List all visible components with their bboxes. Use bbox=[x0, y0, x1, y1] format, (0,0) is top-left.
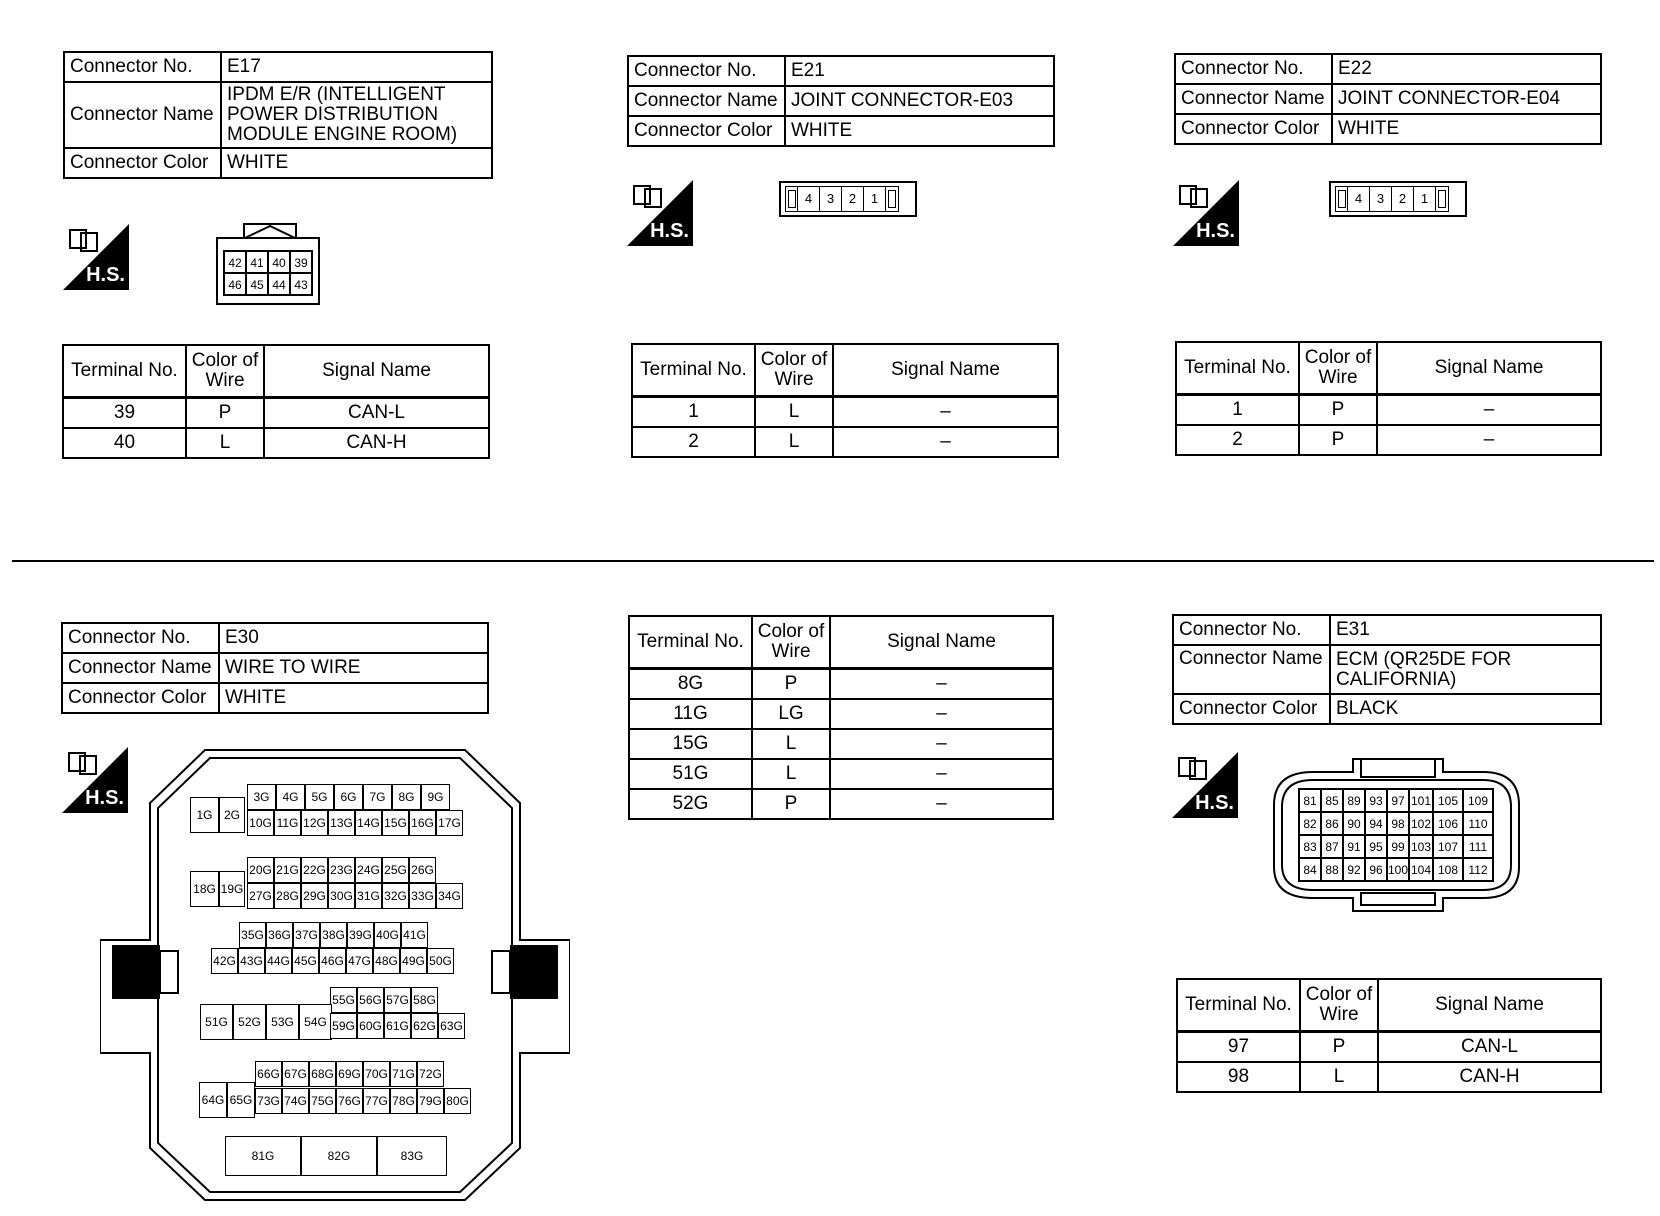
terminal-cell: 6G bbox=[334, 784, 363, 810]
e30-row bbox=[225, 1136, 447, 1176]
terminal-cell: 85 bbox=[1321, 789, 1343, 812]
terminal-cell: 57G bbox=[384, 987, 411, 1013]
terminal-no-header: Terminal No. bbox=[632, 344, 755, 397]
e30-row bbox=[247, 883, 463, 909]
terminal-cell: 75G bbox=[309, 1088, 336, 1114]
terminal-cell: 111 bbox=[1463, 835, 1493, 858]
terminal-cell: 3 bbox=[1370, 187, 1392, 211]
signal-name-header: Signal Name bbox=[1377, 342, 1601, 395]
connector-no-label: Connector No. bbox=[1175, 54, 1332, 84]
terminal-cell: 98 bbox=[1387, 812, 1409, 835]
connector-name-label: Connector Name bbox=[628, 86, 785, 116]
terminal-no: 52G bbox=[629, 789, 752, 819]
terminal-cell: 55G bbox=[330, 987, 357, 1013]
terminal-cell: 89 bbox=[1343, 789, 1365, 812]
connector-no-value: E17 bbox=[221, 52, 492, 82]
wire-color: L bbox=[752, 729, 830, 759]
e30-row bbox=[239, 922, 428, 948]
terminal-cell: 60G bbox=[357, 1013, 384, 1039]
terminal-cell: 59G bbox=[330, 1013, 357, 1039]
terminal-cell: 66G bbox=[255, 1061, 282, 1087]
wire-color: LG bbox=[752, 699, 830, 729]
terminal-cell: 9G bbox=[421, 784, 450, 810]
wire-color: P bbox=[1299, 425, 1377, 455]
terminal-cell: 106 bbox=[1433, 812, 1463, 835]
connector-color-value: WHITE bbox=[221, 148, 492, 178]
connector-name-line: CALIFORNIA) bbox=[1336, 668, 1457, 690]
connector-name-label: Connector Name bbox=[62, 653, 219, 683]
wire-color-header: Color of Wire bbox=[1299, 342, 1377, 395]
connector-no-value: E21 bbox=[785, 56, 1054, 86]
terminal-cell: 45 bbox=[246, 273, 268, 295]
terminal-cell: 19G bbox=[219, 871, 245, 907]
terminal-cell: 88 bbox=[1321, 858, 1343, 881]
terminal-cell: 14G bbox=[355, 810, 382, 836]
wire-color: P bbox=[752, 669, 830, 700]
terminal-cell: 2G bbox=[219, 797, 245, 833]
e17-terminal-table bbox=[62, 344, 490, 459]
e22-info-table bbox=[1174, 53, 1602, 145]
e31-terminal-grid bbox=[1298, 788, 1494, 882]
e22-connector-face bbox=[1329, 181, 1467, 217]
terminal-cell: 43G bbox=[238, 948, 265, 974]
terminal-cell: 78G bbox=[390, 1088, 417, 1114]
terminal-no: 51G bbox=[629, 759, 752, 789]
terminal-cell: 105 bbox=[1433, 789, 1463, 812]
terminal-cell: 112 bbox=[1463, 858, 1493, 881]
terminal-cell: 39 bbox=[290, 251, 312, 273]
terminal-cell: 103 bbox=[1409, 835, 1433, 858]
terminal-cell: 8G bbox=[392, 784, 421, 810]
e30-row bbox=[247, 810, 463, 836]
terminal-cell: 40G bbox=[374, 922, 401, 948]
terminal-cell: 2 bbox=[842, 187, 864, 211]
signal-name: CAN-H bbox=[1378, 1062, 1601, 1092]
hs-label: H.S. bbox=[86, 264, 125, 286]
terminal-cell: 61G bbox=[384, 1013, 411, 1039]
terminal-cell: 69G bbox=[336, 1061, 363, 1087]
hs-label: H.S. bbox=[1196, 220, 1235, 242]
terminal-cell: 94 bbox=[1365, 812, 1387, 835]
terminal-cell: 23G bbox=[328, 857, 355, 883]
e30-row bbox=[247, 784, 450, 810]
e30-row bbox=[200, 1004, 332, 1040]
harness-side-icon bbox=[627, 180, 693, 246]
connector-color-value: WHITE bbox=[785, 116, 1054, 146]
terminal-cell: 54G bbox=[299, 1004, 332, 1040]
terminal-cell: 34G bbox=[436, 883, 463, 909]
terminal-cell: 83 bbox=[1299, 835, 1321, 858]
terminal-cell: 35G bbox=[239, 922, 266, 948]
terminal-cell: 101 bbox=[1409, 789, 1433, 812]
connector-name-line: IPDM E/R (INTELLIGENT bbox=[227, 84, 446, 105]
signal-name-header: Signal Name bbox=[1378, 979, 1601, 1032]
terminal-cell: 48G bbox=[373, 948, 400, 974]
connector-name-line: ECM (QR25DE FOR bbox=[1336, 648, 1512, 670]
terminal-cell: 18G bbox=[190, 871, 219, 907]
connector-name-value: WIRE TO WIRE bbox=[219, 653, 488, 683]
terminal-cell: 50G bbox=[427, 948, 454, 974]
terminal-no: 2 bbox=[632, 427, 755, 457]
connector-no-value: E22 bbox=[1332, 54, 1601, 84]
terminal-cell: 42 bbox=[224, 251, 246, 273]
connector-name-line: MODULE ENGINE ROOM) bbox=[227, 124, 458, 145]
e31-terminal-table bbox=[1176, 978, 1602, 1093]
terminal-cell: 27G bbox=[247, 883, 274, 909]
terminal-cell: 71G bbox=[390, 1061, 417, 1087]
terminal-cell: 82 bbox=[1299, 812, 1321, 835]
terminal-no: 8G bbox=[629, 669, 752, 700]
terminal-cell: 28G bbox=[274, 883, 301, 909]
terminal-cell: 33G bbox=[409, 883, 436, 909]
terminal-cell: 40 bbox=[268, 251, 290, 273]
terminal-cell: 41 bbox=[246, 251, 268, 273]
e30-row bbox=[247, 857, 436, 883]
terminal-cell: 46 bbox=[224, 273, 246, 295]
terminal-cell: 12G bbox=[301, 810, 328, 836]
connector-name-label: Connector Name bbox=[64, 82, 221, 148]
terminal-cell: 63G bbox=[438, 1013, 465, 1039]
connector-no-label: Connector No. bbox=[64, 52, 221, 82]
terminal-cell: 52G bbox=[233, 1004, 266, 1040]
terminal-cell: 62G bbox=[411, 1013, 438, 1039]
terminal-cell: 65G bbox=[227, 1082, 255, 1118]
terminal-cell: 80G bbox=[444, 1088, 471, 1114]
wire-color: L bbox=[755, 397, 833, 428]
connector-glyph-icon bbox=[1177, 183, 1207, 207]
terminal-cell: 44G bbox=[265, 948, 292, 974]
terminal-no: 98 bbox=[1177, 1062, 1300, 1092]
signal-name: CAN-L bbox=[264, 398, 489, 429]
signal-name: – bbox=[1377, 395, 1601, 426]
terminal-cell: 4 bbox=[1348, 187, 1370, 211]
wire-color: L bbox=[186, 428, 264, 458]
terminal-cell: 44 bbox=[268, 273, 290, 295]
terminal-cell: 95 bbox=[1365, 835, 1387, 858]
terminal-cell: 108 bbox=[1433, 858, 1463, 881]
terminal-cell: 36G bbox=[266, 922, 293, 948]
connector-color-value: WHITE bbox=[1332, 114, 1601, 144]
terminal-cell: 64G bbox=[199, 1082, 227, 1118]
e30-row bbox=[255, 1088, 471, 1114]
terminal-cell: 47G bbox=[346, 948, 373, 974]
terminal-cell: 56G bbox=[357, 987, 384, 1013]
terminal-cell: 99 bbox=[1387, 835, 1409, 858]
connector-color-label: Connector Color bbox=[628, 116, 785, 146]
connector-no-label: Connector No. bbox=[1173, 615, 1330, 645]
e21-info-table bbox=[627, 55, 1055, 147]
terminal-cell: 77G bbox=[363, 1088, 390, 1114]
terminal-cell: 58G bbox=[411, 987, 438, 1013]
e30-row bbox=[330, 1013, 465, 1039]
connector-no-label: Connector No. bbox=[628, 56, 785, 86]
terminal-cell: 67G bbox=[282, 1061, 309, 1087]
terminal-no-header: Terminal No. bbox=[629, 616, 752, 669]
e30-row bbox=[255, 1061, 444, 1087]
terminal-no: 1 bbox=[1176, 395, 1299, 426]
terminal-cell: 42G bbox=[211, 948, 238, 974]
signal-name: CAN-L bbox=[1378, 1032, 1601, 1063]
wire-color-header: Color of Wire bbox=[1300, 979, 1378, 1032]
wire-color-header: Color of Wire bbox=[755, 344, 833, 397]
hs-label: H.S. bbox=[650, 220, 689, 242]
connector-color-label: Connector Color bbox=[1173, 694, 1330, 724]
connector-color-label: Connector Color bbox=[1175, 114, 1332, 144]
terminal-cell: 49G bbox=[400, 948, 427, 974]
terminal-cell: 107 bbox=[1433, 835, 1463, 858]
connector-name-value: JOINT CONNECTOR-E03 bbox=[785, 86, 1054, 116]
wire-color-header: Color of Wire bbox=[752, 616, 830, 669]
connector-name-value: JOINT CONNECTOR-E04 bbox=[1332, 84, 1601, 114]
terminal-no: 11G bbox=[629, 699, 752, 729]
e30-row bbox=[190, 871, 245, 907]
e21-connector-face bbox=[779, 181, 917, 217]
terminal-cell: 73G bbox=[255, 1088, 282, 1114]
connector-color-value: BLACK bbox=[1330, 694, 1601, 724]
harness-side-icon bbox=[63, 224, 129, 290]
terminal-no: 2 bbox=[1176, 425, 1299, 455]
terminal-no: 97 bbox=[1177, 1032, 1300, 1063]
terminal-no: 15G bbox=[629, 729, 752, 759]
terminal-cell: 45G bbox=[292, 948, 319, 974]
connector-glyph-icon bbox=[67, 227, 97, 251]
terminal-cell: 30G bbox=[328, 883, 355, 909]
wire-color: L bbox=[1300, 1062, 1378, 1092]
connector-name-label: Connector Name bbox=[1173, 645, 1330, 694]
terminal-cell: 5G bbox=[305, 784, 334, 810]
terminal-cell: 39G bbox=[347, 922, 374, 948]
e30-row bbox=[330, 987, 438, 1013]
terminal-cell: 16G bbox=[409, 810, 436, 836]
terminal-cell: 97 bbox=[1387, 789, 1409, 812]
terminal-cell: 104 bbox=[1409, 858, 1433, 881]
section-divider bbox=[12, 560, 1654, 562]
terminal-cell: 68G bbox=[309, 1061, 336, 1087]
terminal-cell: 21G bbox=[274, 857, 301, 883]
terminal-cell: 25G bbox=[382, 857, 409, 883]
connector-name-line: POWER DISTRIBUTION bbox=[227, 104, 439, 125]
signal-name: CAN-H bbox=[264, 428, 489, 458]
terminal-cell: 90 bbox=[1343, 812, 1365, 835]
terminal-cell: 11G bbox=[274, 810, 301, 836]
terminal-cell: 53G bbox=[266, 1004, 299, 1040]
hs-label: H.S. bbox=[1195, 792, 1234, 814]
terminal-cell: 41G bbox=[401, 922, 428, 948]
signal-name: – bbox=[830, 789, 1053, 819]
wire-color-header: Color of Wire bbox=[186, 345, 264, 398]
signal-name-header: Signal Name bbox=[264, 345, 489, 398]
connector-glyph-icon bbox=[66, 750, 96, 774]
connector-color-label: Connector Color bbox=[64, 148, 221, 178]
harness-side-icon bbox=[1173, 180, 1239, 246]
terminal-cell: 74G bbox=[282, 1088, 309, 1114]
connector-no-value: E31 bbox=[1330, 615, 1601, 645]
e30-row bbox=[190, 797, 245, 833]
e22-terminal-table bbox=[1175, 341, 1602, 456]
terminal-cell: 70G bbox=[363, 1061, 390, 1087]
terminal-cell: 83G bbox=[377, 1136, 447, 1176]
e21-terminal-table bbox=[631, 343, 1059, 458]
terminal-cell: 38G bbox=[320, 922, 347, 948]
terminal-cell: 46G bbox=[319, 948, 346, 974]
terminal-cell: 110 bbox=[1463, 812, 1493, 835]
terminal-cell: 109 bbox=[1463, 789, 1493, 812]
terminal-cell: 1 bbox=[864, 187, 886, 211]
terminal-no: 39 bbox=[63, 398, 186, 429]
terminal-cell: 26G bbox=[409, 857, 436, 883]
terminal-cell: 93 bbox=[1365, 789, 1387, 812]
terminal-cell: 1G bbox=[190, 797, 219, 833]
terminal-cell: 4G bbox=[276, 784, 305, 810]
terminal-cell: 24G bbox=[355, 857, 382, 883]
signal-name: – bbox=[1377, 425, 1601, 455]
terminal-cell: 13G bbox=[328, 810, 355, 836]
e30-row bbox=[211, 948, 454, 974]
terminal-cell: 15G bbox=[382, 810, 409, 836]
terminal-cell: 84 bbox=[1299, 858, 1321, 881]
e30-row bbox=[199, 1082, 255, 1118]
terminal-cell: 3G bbox=[247, 784, 276, 810]
terminal-cell: 3 bbox=[820, 187, 842, 211]
terminal-cell: 79G bbox=[417, 1088, 444, 1114]
signal-name-header: Signal Name bbox=[830, 616, 1053, 669]
connector-no-value: E30 bbox=[219, 623, 488, 653]
terminal-cell: 81 bbox=[1299, 789, 1321, 812]
wire-color: P bbox=[752, 789, 830, 819]
terminal-no: 40 bbox=[63, 428, 186, 458]
wire-color: L bbox=[755, 427, 833, 457]
e30-terminal-table bbox=[628, 615, 1054, 820]
hs-label: H.S. bbox=[85, 787, 124, 809]
harness-side-icon bbox=[1172, 752, 1238, 818]
terminal-cell: 82G bbox=[301, 1136, 377, 1176]
signal-name: – bbox=[830, 699, 1053, 729]
terminal-cell: 92 bbox=[1343, 858, 1365, 881]
wire-color: P bbox=[186, 398, 264, 429]
terminal-cell: 102 bbox=[1409, 812, 1433, 835]
e17-info-table bbox=[63, 51, 493, 179]
signal-name-header: Signal Name bbox=[833, 344, 1058, 397]
signal-name: – bbox=[833, 397, 1058, 428]
wire-color: P bbox=[1299, 395, 1377, 426]
terminal-cell: 100 bbox=[1387, 858, 1409, 881]
terminal-cell: 37G bbox=[293, 922, 320, 948]
wire-color: L bbox=[752, 759, 830, 789]
signal-name: – bbox=[833, 427, 1058, 457]
terminal-cell: 87 bbox=[1321, 835, 1343, 858]
e30-info-table bbox=[61, 622, 489, 714]
terminal-no-header: Terminal No. bbox=[63, 345, 186, 398]
connector-glyph-icon bbox=[631, 183, 661, 207]
connector-color-value: WHITE bbox=[219, 683, 488, 713]
terminal-cell: 96 bbox=[1365, 858, 1387, 881]
terminal-cell: 1 bbox=[1414, 187, 1436, 211]
terminal-no: 1 bbox=[632, 397, 755, 428]
connector-glyph-icon bbox=[1176, 755, 1206, 779]
terminal-cell: 43 bbox=[290, 273, 312, 295]
e17-connector-face bbox=[216, 223, 320, 305]
signal-name: – bbox=[830, 729, 1053, 759]
terminal-cell: 20G bbox=[247, 857, 274, 883]
terminal-cell: 22G bbox=[301, 857, 328, 883]
terminal-cell: 51G bbox=[200, 1004, 233, 1040]
terminal-cell: 32G bbox=[382, 883, 409, 909]
terminal-cell: 4 bbox=[798, 187, 820, 211]
terminal-cell: 31G bbox=[355, 883, 382, 909]
connector-name-label: Connector Name bbox=[1175, 84, 1332, 114]
connector-no-label: Connector No. bbox=[62, 623, 219, 653]
wire-color: P bbox=[1300, 1032, 1378, 1063]
signal-name: – bbox=[830, 669, 1053, 700]
terminal-cell: 91 bbox=[1343, 835, 1365, 858]
terminal-no-header: Terminal No. bbox=[1177, 979, 1300, 1032]
connector-color-label: Connector Color bbox=[62, 683, 219, 713]
terminal-cell: 17G bbox=[436, 810, 463, 836]
terminal-cell: 29G bbox=[301, 883, 328, 909]
signal-name: – bbox=[830, 759, 1053, 789]
terminal-cell: 76G bbox=[336, 1088, 363, 1114]
terminal-cell: 86 bbox=[1321, 812, 1343, 835]
terminal-cell: 10G bbox=[247, 810, 274, 836]
terminal-cell: 72G bbox=[417, 1061, 444, 1087]
terminal-cell: 2 bbox=[1392, 187, 1414, 211]
e31-info-table bbox=[1172, 614, 1602, 725]
terminal-no-header: Terminal No. bbox=[1176, 342, 1299, 395]
terminal-cell: 81G bbox=[225, 1136, 301, 1176]
terminal-cell: 7G bbox=[363, 784, 392, 810]
